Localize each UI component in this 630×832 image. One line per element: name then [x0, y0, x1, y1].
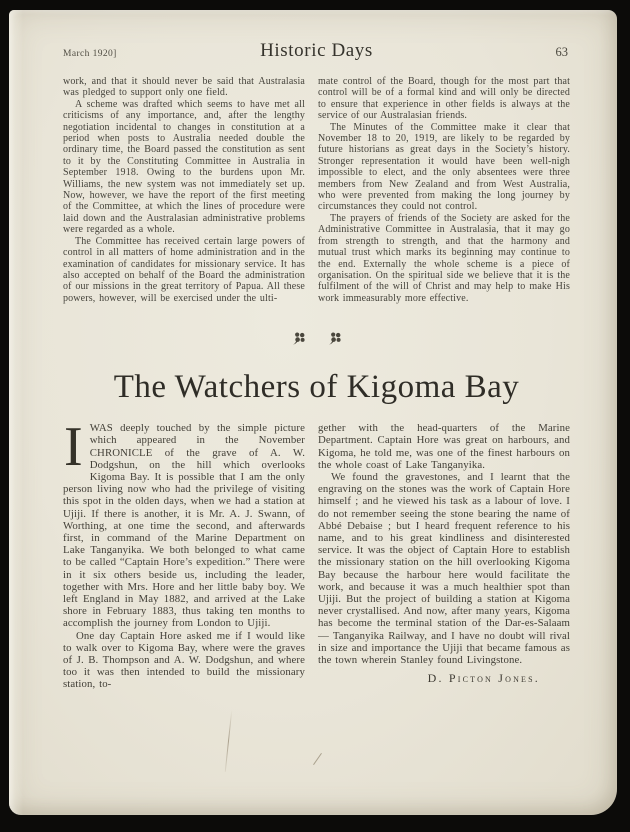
header-page-number: 63: [555, 45, 568, 59]
paragraph: One day Captain Hore asked me if I would like to walk over to Kigoma Bay, where were the graves of J. B. Thompson and A. W. Dodgshun, and where too it was then intended to build the missionary station, to-: [63, 629, 305, 691]
paragraph: The Minutes of the Committee make it clear that November 18 to 20, 1919, are likely to be regarded by future historians as great days in the Society’s history. Stronger representation it would have been well-nigh impossible to elect, and the only absentees were three members from New Zealand and from West Australia, who were prevented from making the long journey by circumstances they could not control.: [318, 121, 570, 213]
paragraph: The Committee has received certain large powers of control in all matters of home administration and in the examination of candidates for missionary service. It has also accepted on behalf of the Board the administration of our missions in the great territory of Papua. All these powers, however, will be exercised under the ulti-: [63, 235, 305, 304]
author-signature: D. Picton Jones.: [427, 671, 540, 686]
paragraph: The prayers of friends of the Society are asked for the Administrative Committee in Australasia, that it may go from strength to strength, and that the harmony and mutual trust which marks its beginning may continue to the end. Externally the whole scheme is a piece of organisation. On the spiritual side we believe that it is the fulfilment of the will of Christ and may help to make His work immeasurably more effective.: [318, 212, 570, 304]
header-title: Historic Days: [260, 40, 373, 61]
article-2-right-column: [318, 422, 570, 690]
paragraph: work, and that it should never be said that Australasia was pledged to support only one field.: [63, 76, 305, 99]
article-2-left-column: [63, 416, 305, 691]
running-header: [63, 40, 570, 62]
drop-cap: I: [64, 416, 83, 479]
paragraph: mate control of the Board, though for the most part that control will be of a formal kind and will only be directed to ensure that experience in other fields is always at the service of our Australasian friends.: [318, 76, 570, 122]
paragraph-text: WAS deeply touched by the simple picture which appeared in the November CHRONICLE of the grave of A. W. Dodgshun, on the hill which overlooks Kigoma Bay. It is possible that I am the only person living now who had the privilege of visiting this spot in the olden days, when we had a station at Ujiji. If there is another, it is Mr. A. J. Swann, of Worthing, at one time the second, and afterwards first, in command of the Marine Department on Lake Tanganyika. We both belonged to what came to be called “Captain Hore’s expedition.” There were in it six others beside us, including the leader, together with Mrs. Hore and her little baby boy. We left England in May 1882, and arrived at the Lake shore in February 1883, thus taking ten months to accomplish the journey from London to Ujiji.: [63, 422, 305, 630]
paragraph: We found the gravestones, and I learnt that the engraving on the stones was the work of Captain Hore himself ; and he viewed his task as a labour of love. I do not remember seeing the stone bearing the name of Abbé Debaise ; but I heard frequent reference to his name, and to his great kindliness and disinterested service. It was the object of Captain Hore to establish the missionary station on the hill overlooking Kigoma Bay because the harbour here would facilitate the work, and because it was a much healthier spot than Ujiji. But the project of building a station at Kigoma never crystallised. And now, after many years, Kigoma has become the terminal station of the Dar-es-Salaam— Tanganyika Railway, and I have no doubt will rival in size and importance the Ujiji that became famous as the town wherein Stanley found Livingstone.: [318, 470, 570, 666]
article-1-left-column: [63, 76, 305, 304]
clover-fleuron-icon: [292, 331, 306, 346]
opening-paragraph: [63, 416, 305, 630]
paper-edge-highlight: [9, 10, 23, 815]
section-divider: [63, 331, 570, 347]
paragraph: A scheme was drafted which seems to have met all criticisms of any importance, and, after the lengthy negotiation incidental to changes in constitution at a period when posts to Australia needed double the ordinary time, the Board passed the constitution as sent to it by the Constituting Committee in Australia in September 1918. Owing to the burdens upon Mr. Williams, the new system was not immediately set up. Now, however, we have the report of the first meeting of the Committee, at which the lines of procedure were laid down and the Australasian administrative problems were regarded as a whole.: [63, 98, 305, 236]
article-2-columns: [63, 416, 570, 691]
page-paper: [9, 10, 617, 815]
article-1-columns: [63, 76, 570, 304]
article-1-right-column: [318, 76, 570, 304]
page-content: [63, 10, 570, 815]
article-title: The Watchers of Kigoma Bay: [113, 369, 520, 406]
clover-fleuron-icon: [328, 331, 342, 346]
paragraph: gether with the head-quarters of the Marine Department. Captain Hore was great on harbours, and Kigoma, he told me, was one of the finest harbours on the whole coast of Lake Tanganyika.: [318, 422, 570, 471]
header-date: March 1920]: [63, 49, 117, 59]
